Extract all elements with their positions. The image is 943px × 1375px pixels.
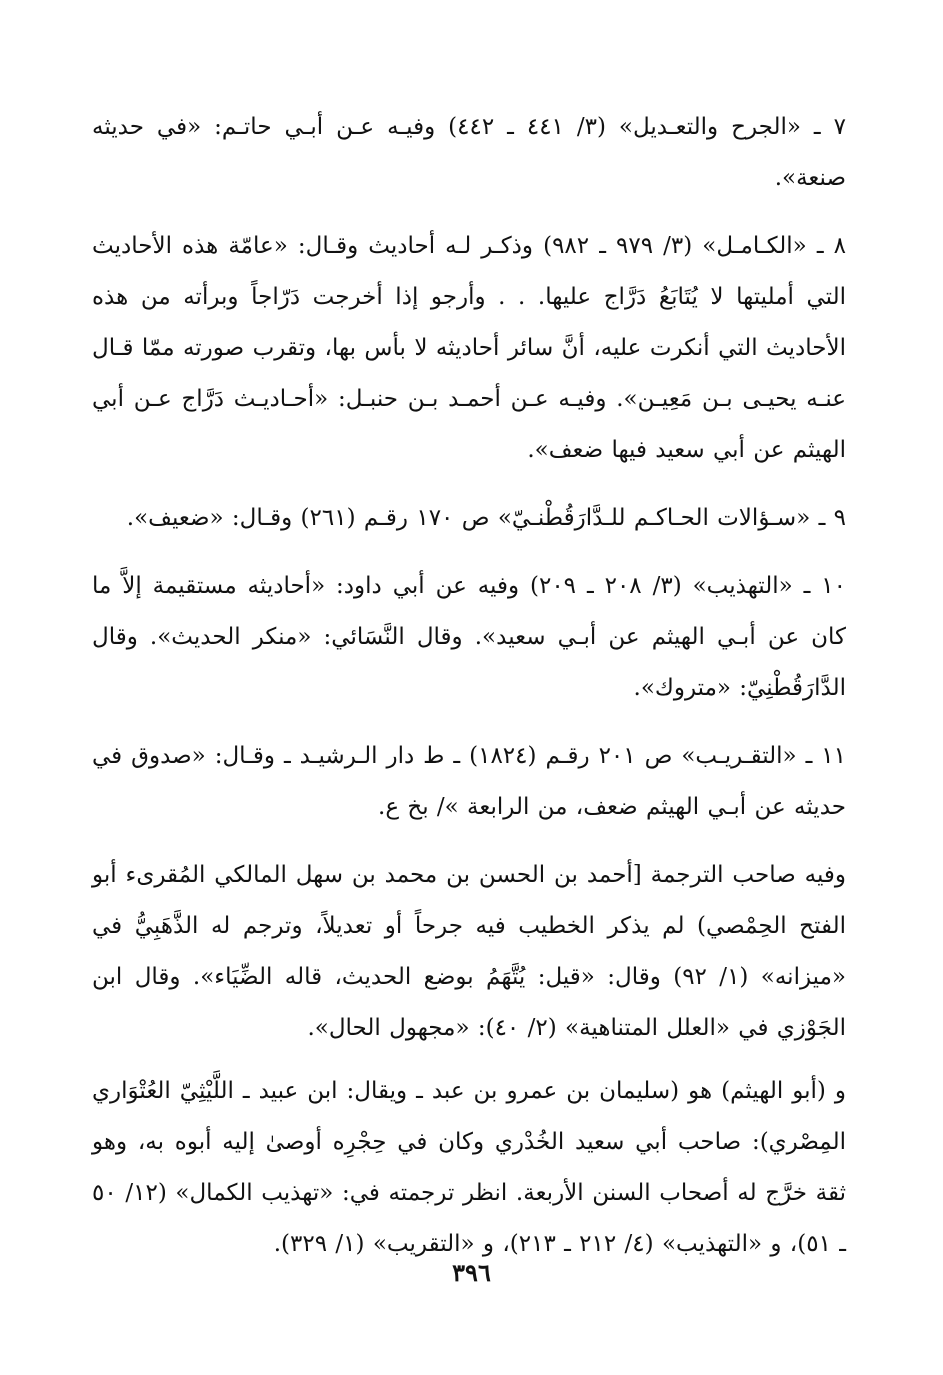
paragraph-9-suualat: ٩ ـ «سـؤالات الحـاكـم للـدَّارَقُطْنـيّ» ص ١٧٠ رقـم (٢٦١) وقـال: «ضعيف». [126,505,846,531]
page-body [92,102,846,1282]
paragraph-abu-al-haytham: و (أبو الهيثم) هو (سليمان بن عمرو بن عبد ـ ويقال: ابن عبيد ـ اللَّيْثِيّ العُتْوَاري المِصْري): صاحب أبي سعيد الخُدْري وكان في حِجْرِه أوصىٰ إليه أبوه به، وهو ثقة خرَّج له أصحاب السنن الأربعة. انظر ترجمته في: «تهذيب الكمال» (١٢/ ٥٠ ـ ٥١)، و «التهذيب» (٤/ ٢١٢ ـ ٢١٣)، و «التقريب» (١/ ٣٢٩). [92,1078,846,1257]
paragraph-10-tahdhib: ١٠ ـ «التهذيب» (٣/ ٢٠٨ ـ ٢٠٩) وفيه عن أبي داود: «أحاديثه مستقيمة إلاَّ ما كان عن أبـي الهيثم عن أبـي سعيد». وقال النَّسَائي: «منكر الحديث». وقال الدَّارَقُطْنِيّ: «متروك». [92,573,846,701]
paragraph-7-jarh-tadil: ٧ ـ «الجرح والتعـديل» (٣/ ٤٤١ ـ ٤٤٢) وفيـه عـن أبـي حاتـم: «في حديثه صنعة». [92,114,846,191]
paragraph-8-kamil: ٨ ـ «الكـامـل» (٣/ ٩٧٩ ـ ٩٨٢) وذكـر لـه أحاديث وقـال: «عامّة هذه الأحاديث التي أمليتها لا يُتَابَعُ دَرَّاج عليها. . . وأرجو إذا أخرجت دَرّاجاً وبرأته من هذه الأحاديث التي أنكرت عليه، أنَّ سائر أحاديثه لا بأس بها، وتقرب صورته ممّا قـال عنـه يحيـى بـن مَعِيـن». وفيـه عـن أحمـد بـن حنبـل: «أحـاديـث دَرَّاج عـن أبي الهيثم عن أبي سعيد فيها ضعف». [92,233,846,463]
paragraph-tarjama-ahmad: وفيه صاحب الترجمة [أحمد بن الحسن بن محمد بن سهل المالكي المُقرىء أبو الفتح الحِمْصي) لم يذكر الخطيب فيه جرحاً أو تعديلاً، وترجم له الذَّهَبِيُّ في «ميزانه» (١/ ٩٢) وقال: «قيل: يُتَّهَمُ بوضع الحديث، قاله الضِّيَاء». وقال ابن الجَوْزي في «العلل المتناهية» (٢/ ٤٠): «مجهول الحال». [92,862,846,1041]
page-number: ٣٩٦ [452,1258,491,1287]
paragraph-11-taqrib: ١١ ـ «التقـريـب» ص ٢٠١ رقـم (١٨٢٤) ـ ط دار الـرشيـد ـ وقـال: «صدوق في حديثه عن أبـي الهيثم ضعف، من الرابعة »/ بخ ع. [92,743,846,820]
